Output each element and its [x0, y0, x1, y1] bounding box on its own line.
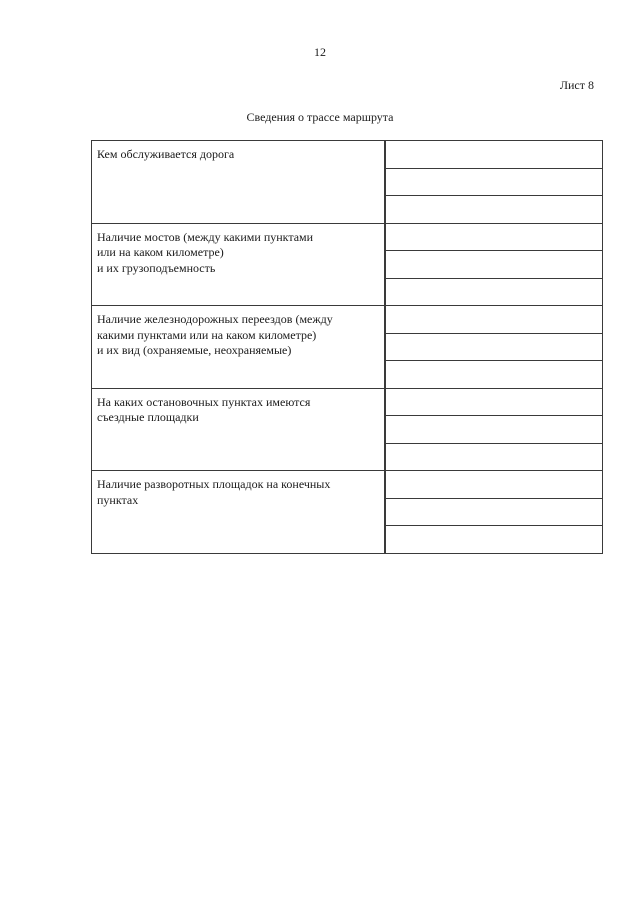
- value-cell[interactable]: [385, 416, 603, 444]
- row-label-stop-pullouts: На каких остановочных пунктах имеются съездные площадки: [92, 388, 386, 471]
- table-row: [92, 471, 603, 499]
- value-cell[interactable]: [385, 498, 603, 526]
- value-cell[interactable]: [385, 196, 603, 224]
- value-cell[interactable]: [385, 333, 603, 361]
- table-row: [92, 388, 603, 416]
- row-label-maintenance: Кем обслуживается дорога: [92, 141, 386, 224]
- sheet-label: Лист 8: [559, 78, 594, 92]
- value-cell[interactable]: [385, 471, 603, 499]
- value-cell[interactable]: [385, 168, 603, 196]
- value-cell[interactable]: [385, 306, 603, 334]
- row-label-railway-crossings: Наличие железнодорожных переездов (между какими пунктами или на каком километре) и их вид (охраняемые, неохраняемые): [92, 306, 386, 389]
- table-row: [92, 223, 603, 251]
- value-cell[interactable]: [385, 251, 603, 279]
- value-cell[interactable]: [385, 388, 603, 416]
- value-cell[interactable]: [385, 443, 603, 471]
- page-number: 12: [314, 45, 326, 59]
- value-cell[interactable]: [385, 223, 603, 251]
- row-label-bridges: Наличие мостов (между какими пунктами или на каком километре) и их грузоподъемность: [92, 223, 386, 306]
- value-cell[interactable]: [385, 278, 603, 306]
- value-cell[interactable]: [385, 361, 603, 389]
- row-label-turnaround-areas: Наличие разворотных площадок на конечных пунктах: [92, 471, 386, 554]
- table-row: [92, 306, 603, 334]
- value-cell[interactable]: [385, 526, 603, 554]
- table-row: [92, 141, 603, 169]
- value-cell[interactable]: [385, 141, 603, 169]
- document-title: Сведения о трассе маршрута: [246, 110, 394, 124]
- route-info-table: [91, 140, 603, 554]
